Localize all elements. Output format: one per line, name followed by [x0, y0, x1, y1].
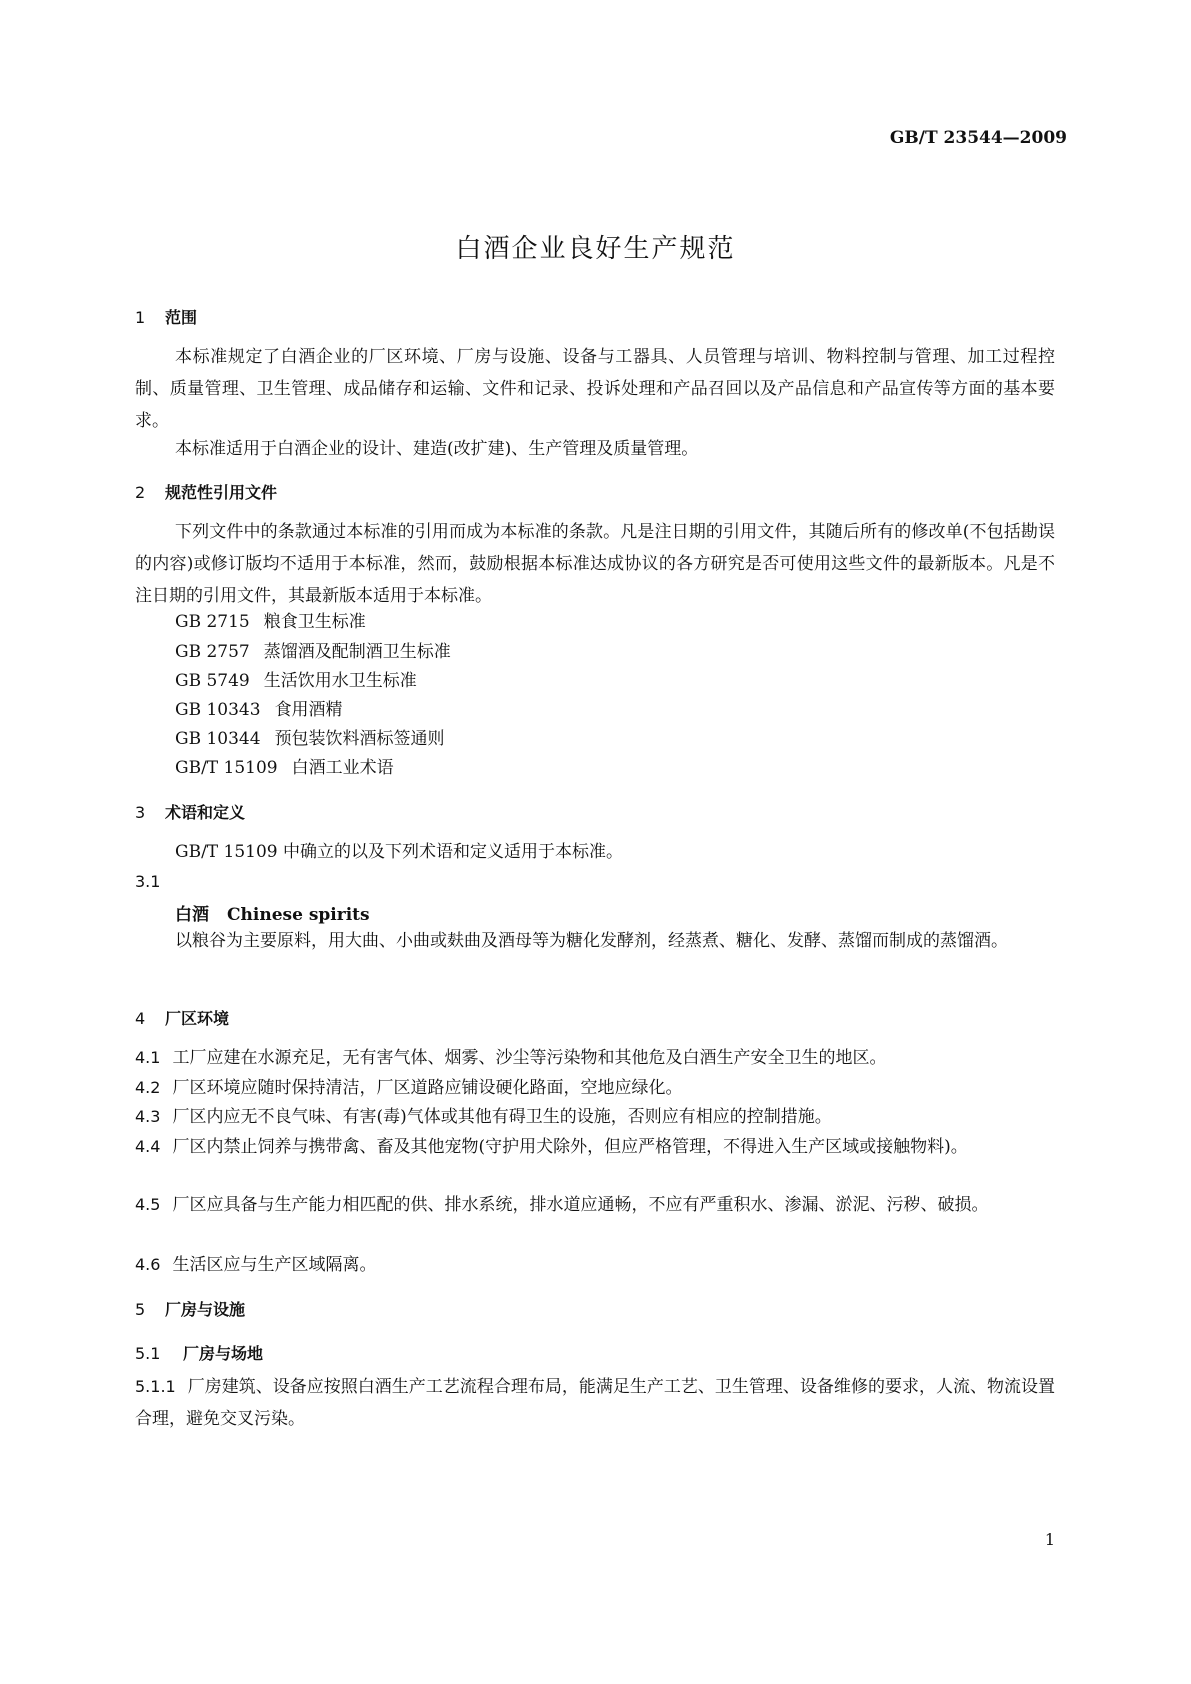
clause-text: 生活区应与生产区域隔离。	[172, 1255, 377, 1275]
clause-4-1	[135, 1042, 1055, 1074]
clause-4-5	[135, 1189, 1055, 1221]
section-title: 厂区环境	[165, 1009, 230, 1028]
section-3-paragraph-1: GB/T 15109 中确立的以及下列术语和定义适用于本标准。	[175, 842, 624, 862]
clause-4-6	[135, 1249, 1055, 1281]
term-chinese: 白酒	[175, 905, 209, 925]
reference-item	[175, 606, 366, 638]
section-number: 4	[135, 1009, 146, 1028]
reference-name: 白酒工业术语	[291, 758, 394, 778]
term-definition: 以粮谷为主要原料，用大曲、小曲或麸曲及酒母等为糖化发酵剂，经蒸煮、糖化、发酵、蒸馏而制成的蒸馏酒。	[175, 931, 1008, 951]
reference-item	[175, 665, 417, 697]
reference-name: 预包装饮料酒标签通则	[274, 729, 445, 749]
section-number: 1	[135, 308, 146, 327]
reference-name: 食用酒精	[274, 700, 343, 720]
clause-4-4	[135, 1131, 1055, 1163]
reference-code: GB 10343	[175, 700, 261, 720]
clause-number: 4.2	[135, 1078, 161, 1097]
reference-item	[175, 723, 445, 755]
reference-code: GB 10344	[175, 729, 261, 749]
section-title: 范围	[165, 308, 198, 327]
reference-code: GB 2715	[175, 612, 250, 632]
term-number: 3.1	[135, 872, 161, 891]
term-english: Chinese spirits	[227, 905, 370, 925]
section-1-paragraph-1: 本标准规定了白酒企业的厂区环境、厂房与设施、设备与工器具、人员管理与培训、物料控制与管理、加工过程控制、质量管理、卫生管理、成品储存和运输、文件和记录、投诉处理和产品召回以及产品信息和产品宣传等方面的基本要求。	[135, 347, 1055, 431]
clause-text: 厂房建筑、设备应按照白酒生产工艺流程合理布局，能满足生产工艺、卫生管理、设备维修的要求，人流、物流设置合理，避免交叉污染。	[135, 1377, 1055, 1429]
clause-number: 5.1.1	[135, 1377, 176, 1396]
term-heading	[175, 900, 370, 925]
subsection-title: 厂房与场地	[183, 1344, 264, 1363]
page-number: 1	[1044, 1530, 1055, 1549]
section-1-paragraph-2: 本标准适用于白酒企业的设计、建造(改扩建)、生产管理及质量管理。	[175, 439, 699, 459]
reference-item	[175, 752, 394, 784]
section-number: 5	[135, 1300, 146, 1319]
section-title: 厂房与设施	[165, 1300, 246, 1319]
clause-4-3	[135, 1101, 1055, 1133]
clause-text: 厂区内禁止饲养与携带禽、畜及其他宠物(守护用犬除外，但应严格管理，不得进入生产区域或接触物料)。	[172, 1137, 968, 1157]
document-title: 白酒企业良好生产规范	[455, 234, 736, 264]
clause-number: 4.4	[135, 1137, 161, 1156]
section-number: 3	[135, 803, 146, 822]
reference-item	[175, 636, 451, 668]
clause-text: 厂区应具备与生产能力相匹配的供、排水系统，排水道应通畅，不应有严重积水、渗漏、淤泥、污秽、破损。	[172, 1195, 989, 1215]
reference-name: 生活饮用水卫生标准	[263, 671, 417, 691]
subsection-5-1-heading	[135, 1341, 263, 1364]
section-1-heading	[135, 305, 197, 328]
clause-number: 4.5	[135, 1195, 161, 1214]
clause-text: 厂区环境应随时保持清洁，厂区道路应铺设硬化路面，空地应绿化。	[172, 1078, 683, 1098]
subsection-number: 5.1	[135, 1344, 161, 1363]
section-5-heading	[135, 1297, 245, 1320]
clause-number: 4.1	[135, 1048, 161, 1067]
section-title: 术语和定义	[165, 803, 246, 822]
reference-code: GB 5749	[175, 671, 250, 691]
section-number: 2	[135, 483, 146, 502]
section-2-paragraph-1: 下列文件中的条款通过本标准的引用而成为本标准的条款。凡是注日期的引用文件，其随后所有的修改单(不包括勘误的内容)或修订版均不适用于本标准，然而，鼓励根据本标准达成协议的各方研究是否可使用这些文件的最新版本。凡是不注日期的引用文件，其最新版本适用于本标准。	[135, 522, 1055, 606]
clause-5-1-1	[135, 1371, 1055, 1435]
reference-code: GB 2757	[175, 642, 250, 662]
standard-number: GB/T 23544—2009	[889, 128, 1067, 148]
clause-text: 厂区内应无不良气味、有害(毒)气体或其他有碍卫生的设施，否则应有相应的控制措施。	[172, 1107, 832, 1127]
section-2-heading	[135, 480, 277, 503]
section-3-heading	[135, 800, 245, 823]
section-4-heading	[135, 1006, 229, 1029]
reference-name: 蒸馏酒及配制酒卫生标准	[263, 642, 451, 662]
reference-name: 粮食卫生标准	[263, 612, 366, 632]
reference-item	[175, 694, 343, 726]
reference-code: GB/T 15109	[175, 758, 278, 778]
clause-number: 4.3	[135, 1107, 161, 1126]
clause-number: 4.6	[135, 1255, 161, 1274]
clause-4-2	[135, 1072, 1055, 1104]
section-title: 规范性引用文件	[165, 483, 278, 502]
clause-text: 工厂应建在水源充足，无有害气体、烟雾、沙尘等污染物和其他危及白酒生产安全卫生的地区。	[172, 1048, 887, 1068]
